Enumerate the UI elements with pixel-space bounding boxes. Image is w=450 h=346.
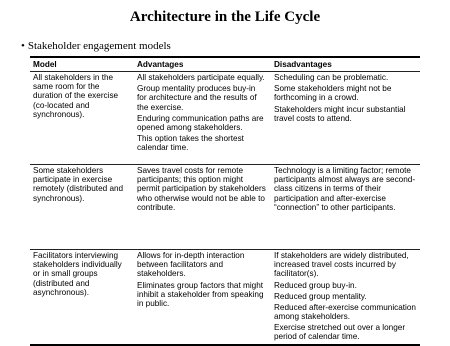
table-row [30, 165, 420, 249]
slide-title: Architecture in the Life Cycle [129, 9, 321, 25]
model-cell [30, 165, 134, 249]
disadvantage-item: Exercise stretched out over a longer period of calendar time. [274, 323, 406, 342]
header-disadvantages: Disadvantages [274, 60, 332, 69]
advantage-item: Group mentality produces buy-in for architecture and the results of the exercise. [137, 84, 257, 112]
advantages-cell [134, 72, 271, 164]
advantage-item: This option takes the shortest calendar time. [137, 134, 244, 153]
disadvantage-item: If stakeholders are widely distributed, increased travel costs incurred by facilitator(s). [274, 251, 409, 279]
disadvantage-item: Reduced after-exercise communication among stakeholders. [274, 302, 416, 322]
disadvantage-item: Stakeholders might incur substantial travel costs to attend. [274, 104, 406, 123]
model-cell [30, 250, 134, 344]
model-text: All stakeholders in the same room for the duration of the exercise (co-located and synchronous). [33, 73, 119, 119]
disadvantage-item: Some stakeholders might not be forthcoming in a crowd. [274, 84, 392, 103]
disadvantages-cell [271, 165, 420, 249]
advantage-item: Eliminates group factors that might inhibit a stakeholder from speaking in public. [137, 280, 264, 308]
disadvantage-item: Scheduling can be problematic. [274, 73, 389, 83]
table-row [30, 72, 420, 164]
header-advantages: Advantages [137, 60, 184, 69]
table-header-row [30, 58, 420, 71]
header-model: Model [33, 60, 57, 69]
advantages-cell [134, 165, 271, 249]
model-text: Facilitators interviewing stakeholders individually or in small groups (distributed and asynchronous). [33, 251, 122, 297]
disadvantage-item: Reduced group buy-in. [274, 280, 357, 290]
bullet-item [21, 40, 171, 53]
advantage-item: All stakeholders participate equally. [137, 73, 265, 83]
bullet-text: Stakeholder engagement models [27, 40, 171, 52]
disadvantage-item: Technology is a limiting factor; remote participants almost always are second-class citizens in terms of their participation and after-exercise “connection” to other participants. [274, 166, 416, 212]
table-row [30, 250, 420, 344]
model-text: Some stakeholders participate in exercise remotely (distributed and synchronous). [33, 166, 124, 203]
disadvantages-cell [271, 250, 420, 344]
model-cell [30, 72, 134, 164]
disadvantage-item: Reduced group mentality. [274, 291, 367, 301]
advantages-cell [134, 250, 271, 344]
bullet-icon: • [21, 40, 25, 52]
stakeholder-models-table [30, 56, 420, 346]
advantage-item: Enduring communication paths are opened among stakeholders. [137, 113, 264, 132]
disadvantages-cell [271, 72, 420, 164]
advantage-item: Saves travel costs for remote participants; this option might permit participation by stakeholders who otherwise would not be able to contribute. [137, 166, 266, 212]
advantage-item: Allows for in-depth interaction between facilitators and stakeholders. [137, 251, 245, 279]
